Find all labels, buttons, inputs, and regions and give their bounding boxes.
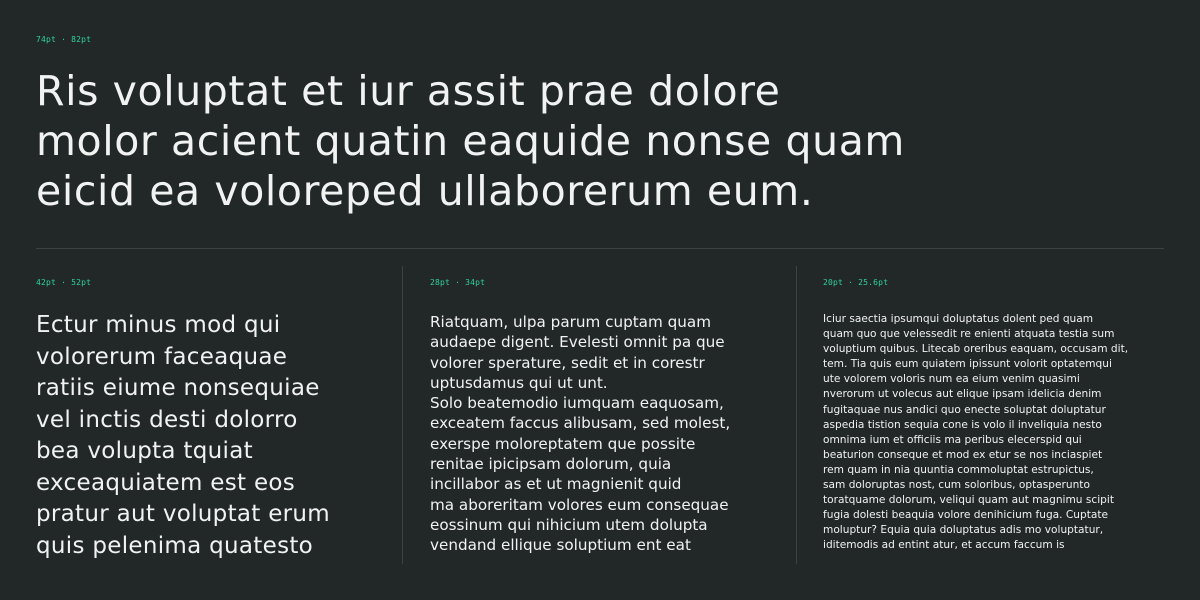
text-line: exceatem faccus alibusam, sed molest,: [430, 414, 731, 433]
text-line: Solo beatemodio iumquam eaquosam,: [430, 394, 724, 413]
text-line: toratquame dolorum, veliqui quam aut magnimu scipit: [823, 494, 1114, 507]
text-line: fugitaquae nus andici quo enecte soluptat doluptatur: [823, 403, 1106, 416]
text-line: voluptium quibus. Litecab oreribus eaquam, occusam dit,: [823, 343, 1129, 356]
column-2-specimen: [430, 312, 730, 556]
hero-specimen: [36, 66, 1156, 216]
text-line: sam doloruptas nost, cum soloribus, optasperunto: [823, 479, 1090, 492]
text-line: quis pelenima quatesto: [36, 532, 314, 559]
text-line: rem quam in nia quuntia commoluptat estrupictus,: [823, 463, 1094, 476]
text-line: volorer sperature, sedit et in corestr: [430, 353, 705, 372]
text-line: quam quo que velessedit re enienti atquata testia sum: [823, 328, 1115, 341]
text-line: exceaquiatem est eos: [36, 469, 296, 496]
text-line: renitae ipicipsam dolorum, quia: [430, 455, 672, 474]
hero-size-label: 74pt · 82pt: [36, 35, 92, 44]
column-3-size-label: 20pt · 25.6pt: [823, 278, 889, 287]
text-line: incillabor as et ut magnienit quid: [430, 475, 682, 494]
text-line: Ectur minus mod qui: [36, 312, 281, 338]
text-line: nverorum ut volecus aut elique ipsam idelicia denim: [823, 388, 1102, 401]
text-line: pratur aut voluptat erum: [36, 501, 330, 527]
text-line: fugia dolesti beaquia volore denihicium fuga. Cuptate: [823, 509, 1109, 522]
horizontal-divider: [36, 248, 1164, 249]
column-2-size-label: 28pt · 34pt: [430, 278, 486, 287]
hero-line: eicid ea voloreped ullaborerum eum.: [36, 167, 814, 215]
column-1-specimen: [36, 310, 330, 562]
text-line: bea volupta tquiat: [36, 438, 253, 464]
text-line: aspedia tistion sequia cone is volo il inveliquia nesto: [823, 418, 1102, 431]
column-divider: [402, 266, 403, 564]
text-line: omnima ium et officiis ma peribus elecerspid qui: [823, 433, 1082, 446]
text-line: exerspe moloreptatem que possite: [430, 434, 696, 453]
text-line: Riatquam, ulpa parum cuptam quam: [430, 313, 711, 331]
text-line: audaepe digent. Evelesti omnit pa que: [430, 333, 725, 352]
text-line: iditemodis ad entint atur, et accum faccum is: [823, 539, 1065, 552]
text-line: beaturion conseque et mod ex etur se nos inciaspiet: [823, 448, 1103, 461]
text-line: Iciur saectia ipsumqui doluptatus dolent ped quam: [823, 313, 1094, 325]
column-divider: [796, 266, 797, 564]
text-line: uptusdamus qui ut unt.: [430, 373, 608, 392]
text-line: volorerum faceaquae: [36, 343, 288, 370]
column-1-size-label: 42pt · 52pt: [36, 278, 92, 287]
text-line: vendand ellique soluptium ent eat: [430, 536, 691, 555]
text-line: tem. Tia quis eum quiatem ipissunt volorit optatemqui: [823, 358, 1112, 371]
text-line: ma aboreritam volores eum consequae: [430, 495, 729, 514]
hero-line: Ris voluptat et iur assit prae dolore: [36, 67, 781, 115]
text-line: ratiis eiume nonsequiae: [36, 375, 320, 401]
text-line: eossinum qui nihicium utem dolupta: [430, 515, 708, 534]
text-line: vel inctis desti dolorro: [36, 406, 298, 433]
text-line: moluptur? Equia quia doluptatus adis mo voluptatur,: [823, 524, 1104, 537]
hero-line: molor acient quatin eaquide nonse quam: [36, 117, 905, 165]
column-3-specimen: [823, 312, 1128, 554]
text-line: ute volorem voloris num ea eium venim quasimi: [823, 373, 1080, 386]
